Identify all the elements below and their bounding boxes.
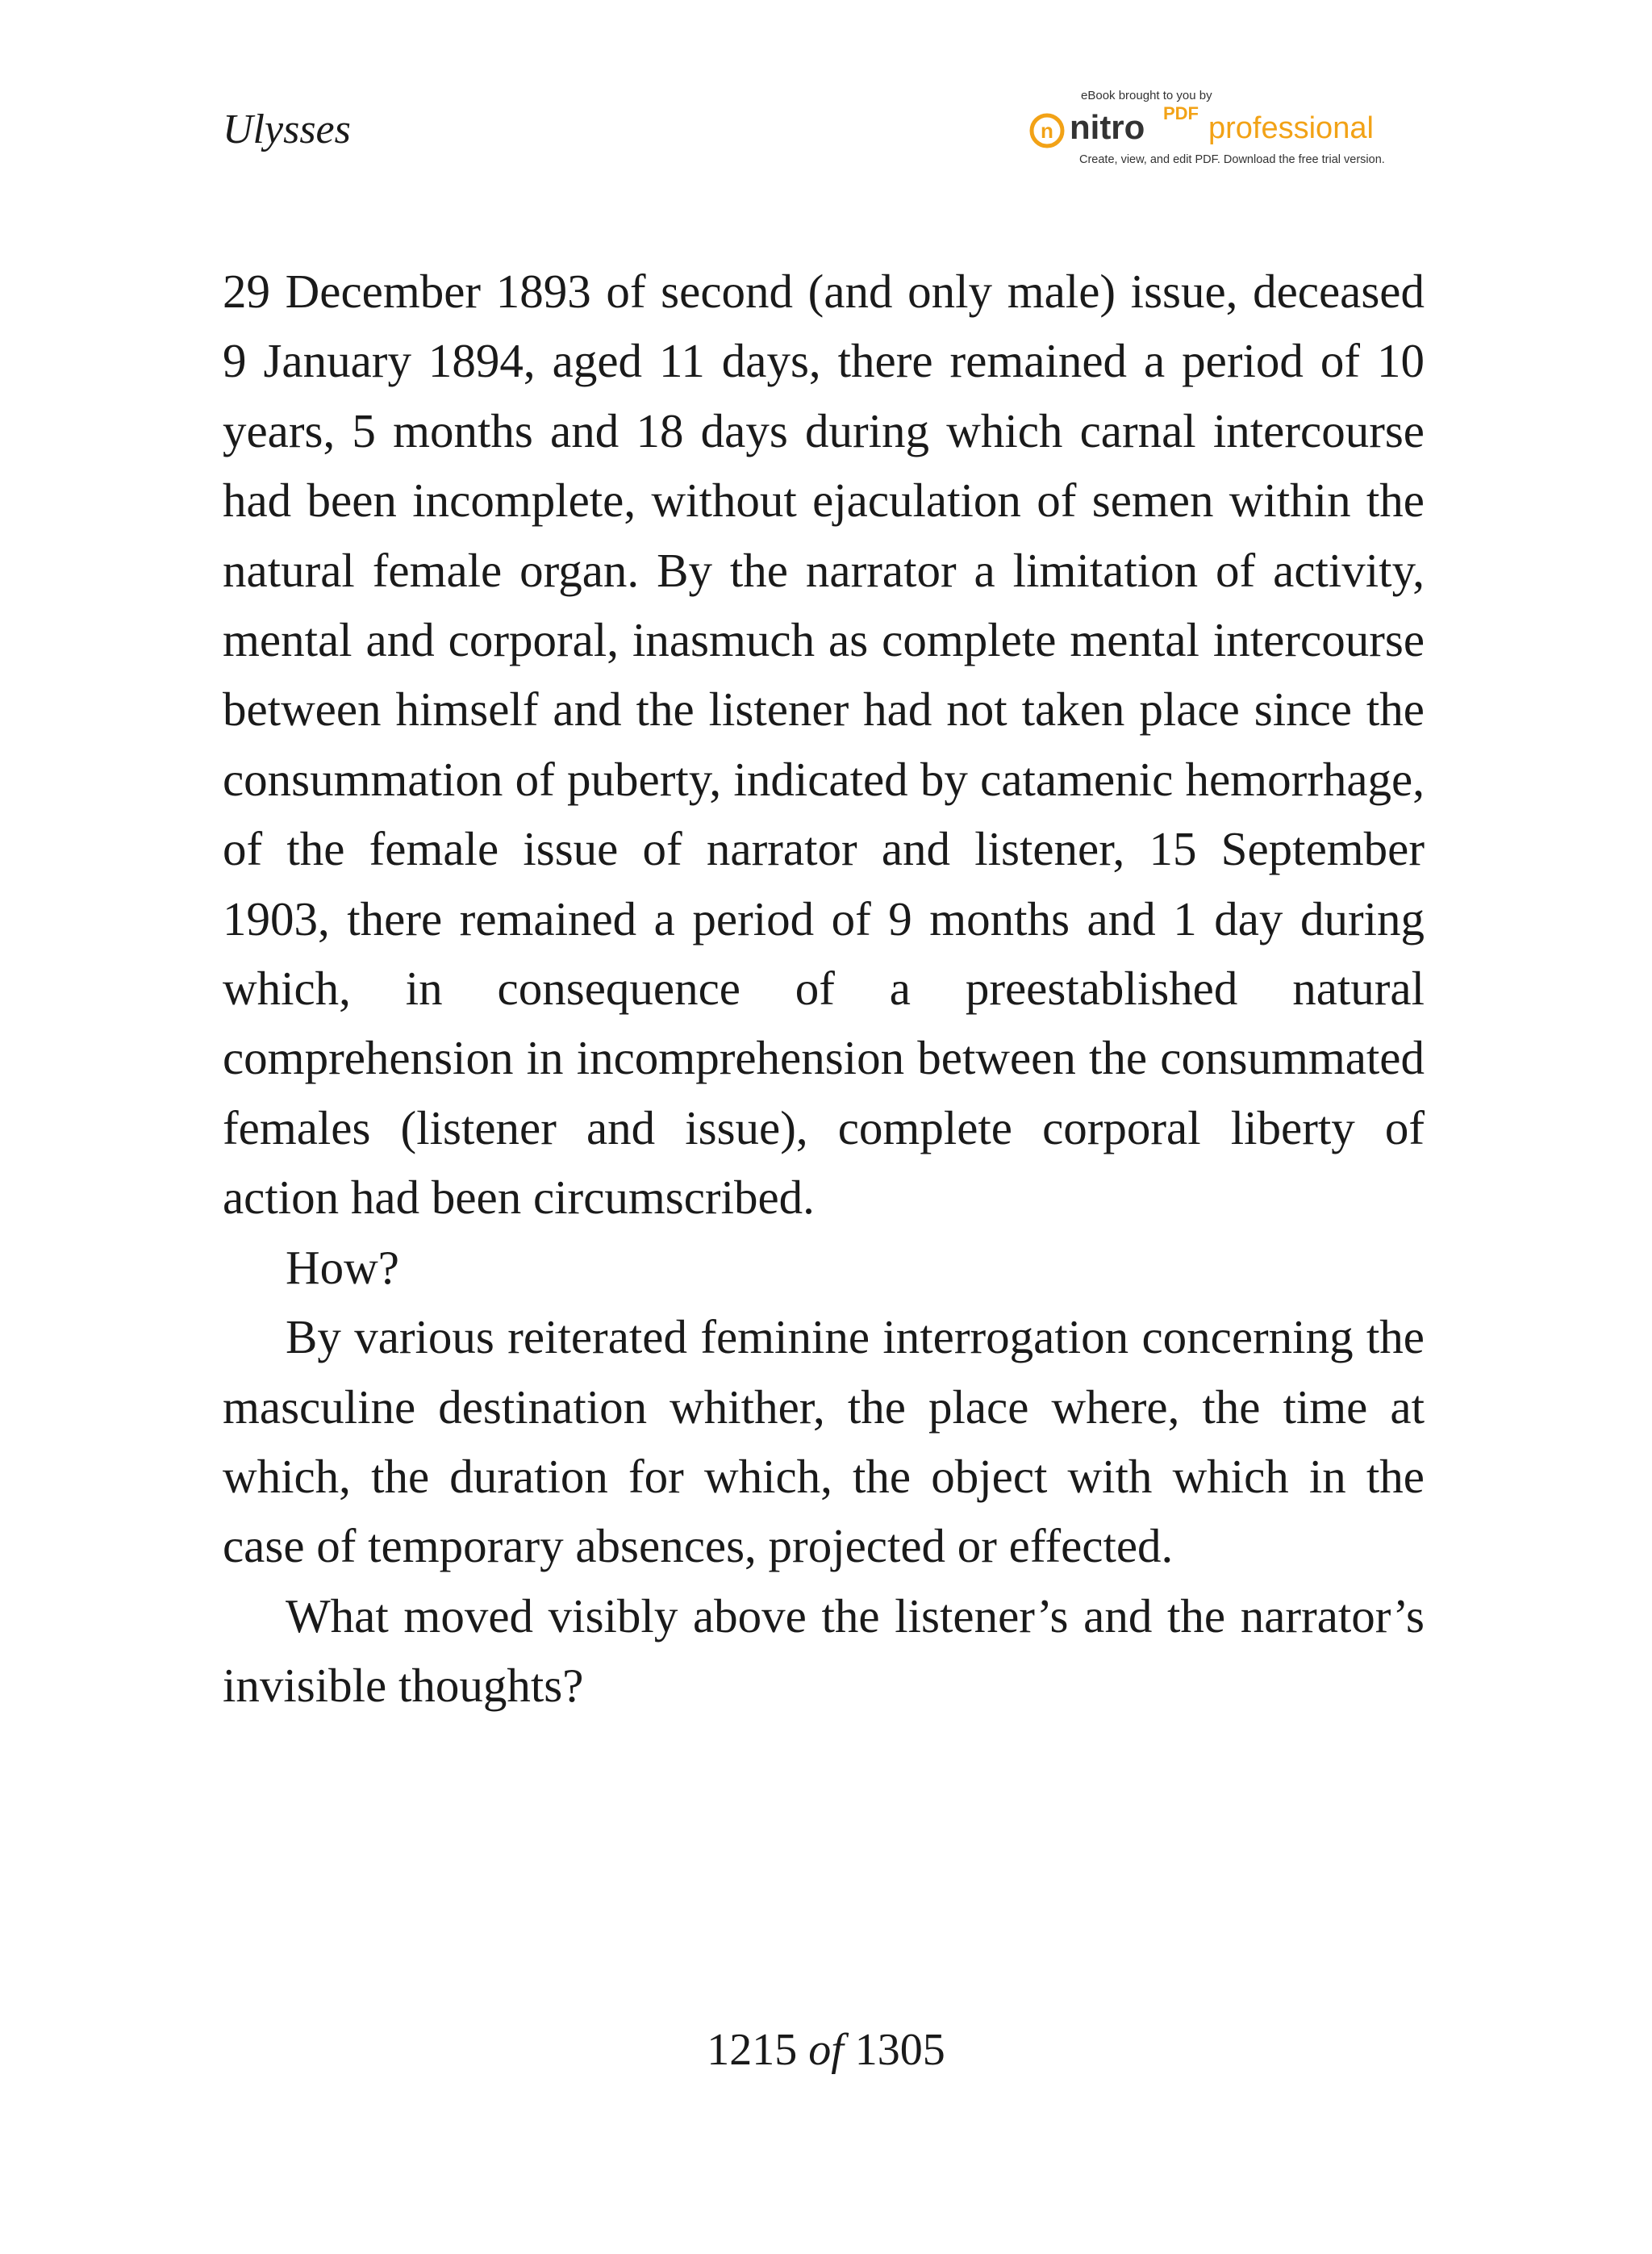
banner-tagline: eBook brought to you by [1081, 89, 1212, 102]
paragraph-2: How? [286, 1240, 399, 1294]
logo-letter: n [1041, 119, 1053, 143]
paragraph-3: By various reiterated feminine interrogation concerning the masculine destination whither, the place where, the time at which, the duration for which, the object with which in the case of temporary absences, projected or effected. [223, 1310, 1425, 1573]
total-pages: 1305 [854, 2025, 945, 2075]
page-of-label: of [808, 2025, 844, 2075]
page-body [223, 257, 1425, 1721]
paragraph-4: What moved visibly above the listener’s and the narrator’s invisible thoughts? [223, 1588, 1425, 1713]
banner-product: professional [1208, 111, 1374, 145]
banner-subline: Create, view, and edit PDF. Download the free trial version. [1079, 153, 1385, 166]
book-title: Ulysses [223, 106, 351, 152]
nitro-logo-icon [1029, 113, 1065, 148]
paragraph-1: 29 December 1893 of second (and only male) issue, deceased 9 January 1894, aged 11 days, there remained a period of 10 years, 5 months and 18 days during which carnal intercourse had been incomplete, without ejaculation of semen within the natural female organ. By the narrator a limitation of activity, mental and corporal, inasmuch as complete mental intercourse between himself and the listener had not taken place since the consummation of puberty, indicated by catamenic hemorrhage, of the female issue of narrator and listener, 15 September 1903, there remained a period of 9 months and 1 day during which, in consequence of a preestablished natural comprehension in incomprehension between the consummated females (listener and issue), complete corporal liberty of action had been circumscribed. [223, 265, 1425, 1225]
page-number [0, 2023, 1652, 2077]
banner-brand: nitro [1070, 108, 1145, 146]
banner-brand-superscript: PDF [1163, 103, 1199, 123]
nitro-pdf-banner[interactable] [1024, 89, 1412, 169]
current-page: 1215 [707, 2025, 798, 2075]
